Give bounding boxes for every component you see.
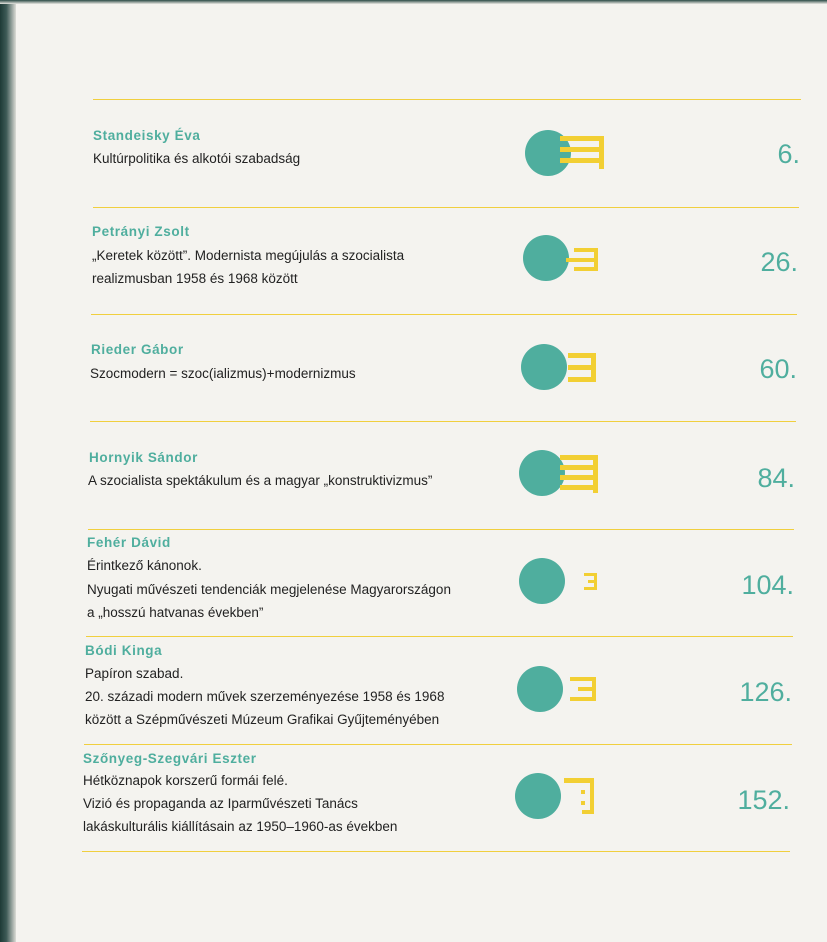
- entry-title-line: Hétköznapok korszerű formái felé.: [83, 773, 288, 788]
- divider-rule: [91, 314, 797, 315]
- entry-title-line: Érintkező kánonok.: [87, 558, 202, 573]
- entry-title-line: 20. századi modern művek szerzeményezése 1958 és 1968: [85, 689, 445, 704]
- entry-page-number: 84.: [757, 463, 795, 493]
- book-spine-edge: [0, 0, 16, 942]
- circle-bars-motif: [508, 768, 598, 824]
- divider-rule: [84, 744, 792, 745]
- page-top-edge: [0, 0, 827, 4]
- circle-bars-motif: [520, 125, 610, 181]
- entry-page-number: 60.: [759, 354, 797, 384]
- entry-title-line: „Keretek között”. Modernista megújulás a szocialista: [92, 248, 405, 263]
- entry-title-line: A szocialista spektákulum és a magyar „konstruktivizmus”: [88, 473, 433, 488]
- entry-title-line: a „hosszú hatvanas években”: [87, 605, 264, 620]
- circle-bars-motif: [514, 445, 604, 501]
- entry-author: Bódi Kinga: [85, 643, 163, 658]
- entry-title-line: között a Szépművészeti Múzeum Grafikai Gyűjteményében: [85, 712, 440, 727]
- entry-author: Rieder Gábor: [91, 342, 184, 357]
- entry-author: Standeisky Éva: [93, 128, 201, 143]
- entry-title-line: Kultúrpolitika és alkotói szabadság: [93, 151, 301, 166]
- divider-rule: [93, 207, 799, 208]
- entry-page-number: 126.: [739, 677, 792, 707]
- entry-page-number: 104.: [741, 570, 794, 600]
- circle-bars-motif: [512, 553, 602, 609]
- divider-rule: [90, 421, 796, 422]
- entry-title-line: lakáskulturális kiállításain az 1950–1960-as években: [83, 819, 398, 834]
- circle-bars-motif: [518, 230, 608, 286]
- entry-title-line: realizmusban 1958 és 1968 között: [92, 271, 298, 286]
- entry-page-number: 6.: [777, 139, 800, 169]
- entry-title-line: Papíron szabad.: [85, 666, 184, 681]
- divider-rule: [93, 99, 801, 100]
- entry-author: Hornyik Sándor: [89, 450, 198, 465]
- entry-title-line: Nyugati művészeti tendenciák megjelenése Magyarországon: [87, 582, 451, 597]
- divider-rule: [88, 529, 794, 530]
- divider-rule: [82, 851, 790, 852]
- entry-author: Petrányi Zsolt: [92, 224, 190, 239]
- divider-rule: [86, 636, 793, 637]
- entry-title-line: Vizió és propaganda az Iparművészeti Tanács: [83, 796, 358, 811]
- entry-author: Fehér Dávid: [87, 535, 171, 550]
- circle-bars-motif: [516, 339, 606, 395]
- entry-page-number: 152.: [737, 785, 790, 815]
- entry-title-line: Szocmodern = szoc(ializmus)+modernizmus: [90, 366, 356, 381]
- circle-bars-motif: [510, 661, 600, 717]
- entry-page-number: 26.: [760, 247, 798, 277]
- entry-author: Szőnyeg-Szegvári Eszter: [83, 751, 257, 766]
